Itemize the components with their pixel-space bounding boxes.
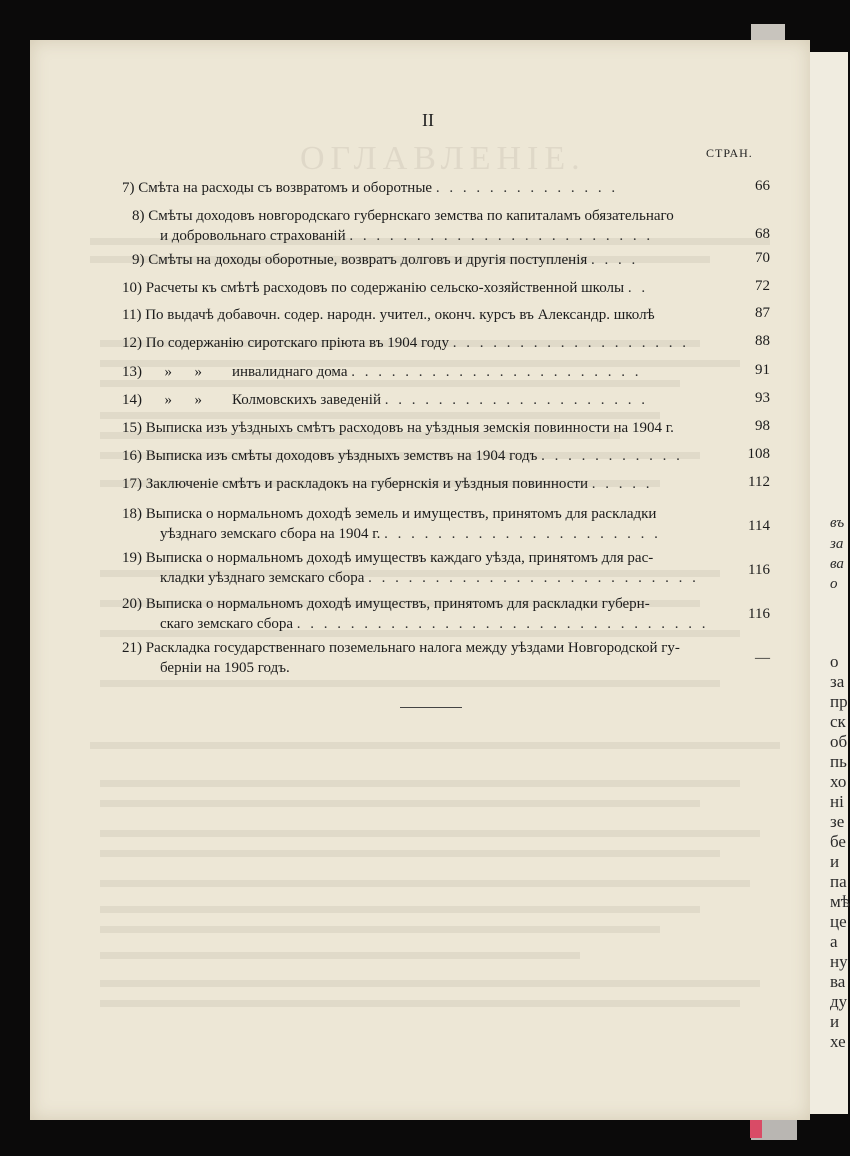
adjacent-fragment: ну xyxy=(830,952,848,971)
adjacent-fragment: ск xyxy=(830,712,846,731)
toc-page-number: 116 xyxy=(748,606,770,622)
end-rule xyxy=(400,707,462,708)
toc-page-number: 108 xyxy=(747,446,770,462)
toc-entry: 15) Выписка изъ уѣздныхъ смѣтъ расходовъ на уѣздныя земскія повинности на 1904 г. xyxy=(122,420,674,436)
adjacent-fragment: и xyxy=(830,1012,840,1031)
adjacent-fragment: хо xyxy=(830,772,847,791)
adjacent-fragment: пр xyxy=(830,692,848,711)
toc-page-number: 98 xyxy=(755,418,770,434)
toc-entry: 8) Смѣты доходовъ новгородскаго губернскаго земства по капиталамъ обязательнаго и добровольнаго страхованій . . . . . . . . . . . . . . . . . . . . . . . xyxy=(132,208,674,244)
adjacent-fragment: хе xyxy=(830,1032,846,1051)
bleed-through-heading: ОГЛАВЛЕНІЕ. xyxy=(300,140,586,177)
adjacent-fragment: бе xyxy=(830,832,846,851)
adjacent-fragment: за xyxy=(830,536,844,552)
toc-entry: 9) Смѣты на доходы оборотные, возвратъ долговъ и другія поступленія . . . . xyxy=(132,252,639,268)
toc-entry: 18) Выписка о нормальномъ доходѣ земель и имуществъ, принятомъ для раскладки уѣзднаго земскаго сбора на 1904 г. . . . . . . . . . . . . . . . . . . . . . xyxy=(122,506,661,542)
toc-entry: 11) По выдачѣ добавочн. содер. народн. учител., оконч. курсъ въ Александр. школѣ xyxy=(122,307,655,323)
toc-entry: 10) Расчеты къ смѣтѣ расходовъ по содержанію сельско-хозяйственной школы . . xyxy=(122,280,649,296)
toc-page-number: 112 xyxy=(748,474,770,490)
adjacent-fragment: об xyxy=(830,732,848,751)
page-number: II xyxy=(422,110,434,130)
toc-entry: 14) » » Колмовскихъ заведеній . . . . . . . . . . . . . . . . . . . . xyxy=(122,392,648,408)
toc-page-number: 114 xyxy=(748,518,770,534)
toc-entry: 19) Выписка о нормальномъ доходѣ имуществъ каждаго уѣзда, принятомъ для рас- кладки уѣзднаго земскаго сбора . . . . . . . . . . . . . . . . . . . . . . . . . xyxy=(122,550,699,586)
toc-page-number: 116 xyxy=(748,562,770,578)
toc-page-number: 72 xyxy=(755,278,770,294)
adjacent-fragment: ні xyxy=(830,792,844,811)
toc-page-number: 88 xyxy=(755,333,770,349)
adjacent-fragment: за xyxy=(830,672,845,691)
toc-page-number: 93 xyxy=(755,390,770,406)
page-column-header: СТРАН. xyxy=(706,146,753,160)
adjacent-fragment: о xyxy=(830,576,838,592)
toc-entry: 16) Выписка изъ смѣты доходовъ уѣздныхъ земствъ на 1904 годъ . . . . . . . . . . . xyxy=(122,448,683,464)
toc-entry: 12) По содержанію сиротскаго пріюта въ 1904 году . . . . . . . . . . . . . . . . . . xyxy=(122,335,689,351)
toc-page-number: 70 xyxy=(755,250,770,266)
toc-entry: 13) » » инвалиднаго дома . . . . . . . . . . . . . . . . . . . . . . xyxy=(122,364,642,380)
adjacent-fragment: въ xyxy=(830,515,845,531)
toc-entry: 17) Заключеніе смѣтъ и раскладокъ на губернскія и уѣздныя повинности . . . . . xyxy=(122,476,653,492)
toc-page-number: 91 xyxy=(755,362,770,378)
adjacent-fragment: о xyxy=(830,652,839,671)
adjacent-fragment: ду xyxy=(830,992,848,1011)
toc-entry: 20) Выписка о нормальномъ доходѣ имуществъ, принятомъ для раскладки губерн- скаго земскаго сбора . . . . . . . . . . . . . . . . . . . . . . . . . . . . . . . xyxy=(122,596,709,632)
toc-page-number: 68 xyxy=(755,226,770,242)
adjacent-fragment: ва xyxy=(830,972,846,991)
toc-entry: 21) Раскладка государственнаго поземельнаго налога между уѣздами Новгородской гу- берніи на 1905 годъ. xyxy=(122,640,680,676)
adjacent-fragment: а xyxy=(830,932,838,951)
toc-entry: 7) Смѣта на расходы съ возвратомъ и оборотные . . . . . . . . . . . . . . xyxy=(122,180,619,196)
toc-page-number: 87 xyxy=(755,305,770,321)
adjacent-fragment: пь xyxy=(830,752,847,771)
adjacent-fragment: ва xyxy=(830,556,844,572)
toc-page-number: 66 xyxy=(755,178,770,194)
adjacent-fragment: и xyxy=(830,852,840,871)
adjacent-fragment: зе xyxy=(830,812,845,831)
adjacent-fragment: це xyxy=(830,912,847,931)
toc-page-number: — xyxy=(755,650,770,666)
adjacent-fragment: па xyxy=(830,872,847,891)
adjacent-page-edge xyxy=(808,52,848,1114)
document-page xyxy=(30,40,810,1120)
adjacent-fragment: мѣ xyxy=(830,892,850,911)
